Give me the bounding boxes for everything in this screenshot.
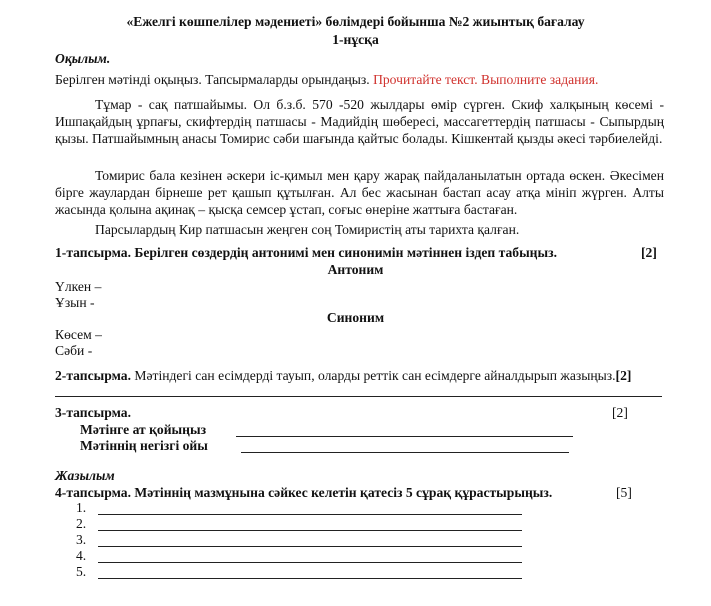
reading-instruction <box>55 72 598 88</box>
synonym-word-2: Сәби - <box>55 343 93 358</box>
task-4-title <box>55 485 552 501</box>
task-4-text: Мәтіннің мазмұнына сәйкес келетін қатесіз 5 сұрақ құрастырыңыз. <box>134 485 553 500</box>
task-2-answer-line <box>55 396 662 397</box>
task-3-field-1-label: Мәтінге ат қойыңыз <box>80 422 207 437</box>
task-1-title: 1-тапсырма. Берілген сөздердің антонимі мен синонимін мәтіннен іздеп табыңыз. <box>55 245 557 260</box>
synonym-word-1: Көсем – <box>55 327 102 342</box>
task-3-points: [2] <box>612 405 628 420</box>
question-number-2: 2. <box>76 516 87 531</box>
task-2-points: [2] <box>615 368 632 383</box>
question-line-5 <box>98 578 522 579</box>
task-4-points: [5] <box>616 485 632 500</box>
document-title: «Ежелгі көшпелілер мәдениеті» бөлімдері бойынша №2 жиынтық бағалау <box>126 14 585 29</box>
task-4-label: 4-тапсырма. <box>55 485 131 500</box>
text-paragraph-3: Парсылардың Кир патшасын жеңген соң Томиристің аты тарихта қалған. <box>95 222 520 237</box>
text-paragraph-2: Томирис бала кезінен әскери іс-қимыл мен қару жарақ пайдаланылатын ортада өскен. Әкесімен бірге жаулардан бірнеше рет қашып құтылған. Ал бес жасынан бастап асау атқа мініп жүрген. Алты жасында қолына ақинақ – қысқа семсер ұстап, соғыс өнеріне жаттыға бастаған. <box>55 168 664 217</box>
text-paragraph-1: Тұмар - сақ патшайымы. Ол б.з.б. 570 -520 жылдары өмір сүрген. Скиф халқының көсемі - Ишпақайдың ұрпағы, скифтердің патшасы - Мадийдің шөбересі, массагеттердің патшасы - Сыпырдың қызы. Патшайымның анасы Томирис сәби шағында қайтыс болады. Кішкентай қызды әкесі тәрбиелейді. <box>55 97 664 146</box>
question-number-4: 4. <box>76 548 87 563</box>
question-number-1: 1. <box>76 500 87 515</box>
document-variant: 1-нұсқа <box>332 32 379 47</box>
question-number-5: 5. <box>76 564 87 579</box>
reading-text-3 <box>55 221 664 238</box>
question-number-3: 3. <box>76 532 87 547</box>
task-1-points: [2] <box>641 245 657 260</box>
question-line-4 <box>98 562 522 563</box>
task-3-field-1-line <box>236 436 573 437</box>
synonym-heading: Синоним <box>326 310 385 325</box>
task-3-title: 3-тапсырма. <box>55 405 131 420</box>
reading-section-heading: Оқылым. <box>55 51 111 66</box>
question-line-2 <box>98 530 522 531</box>
task-2 <box>55 368 631 384</box>
reading-text <box>55 96 664 147</box>
task-2-text: Мәтіндегі сан есімдерді тауып, оларды реттік сан есімдерге айналдырып жазыңыз. <box>134 368 616 383</box>
instruction-russian: Прочитайте текст. Выполните задания. <box>373 72 599 87</box>
antonym-word-1: Үлкен – <box>55 279 102 294</box>
task-3-field-2-line <box>241 452 569 453</box>
question-line-3 <box>98 546 522 547</box>
reading-text-2 <box>55 167 664 218</box>
task-3-field-2-label: Мәтіннің негізгі ойы <box>80 438 208 453</box>
writing-section-heading: Жазылым <box>55 468 115 483</box>
instruction-kazakh: Берілген мәтінді оқыңыз. Тапсырмаларды орындаңыз. <box>55 72 370 87</box>
question-line-1 <box>98 514 522 515</box>
antonym-heading: Антоним <box>327 262 384 277</box>
antonym-word-2: Ұзын - <box>55 295 95 310</box>
task-2-label: 2-тапсырма. <box>55 368 131 383</box>
